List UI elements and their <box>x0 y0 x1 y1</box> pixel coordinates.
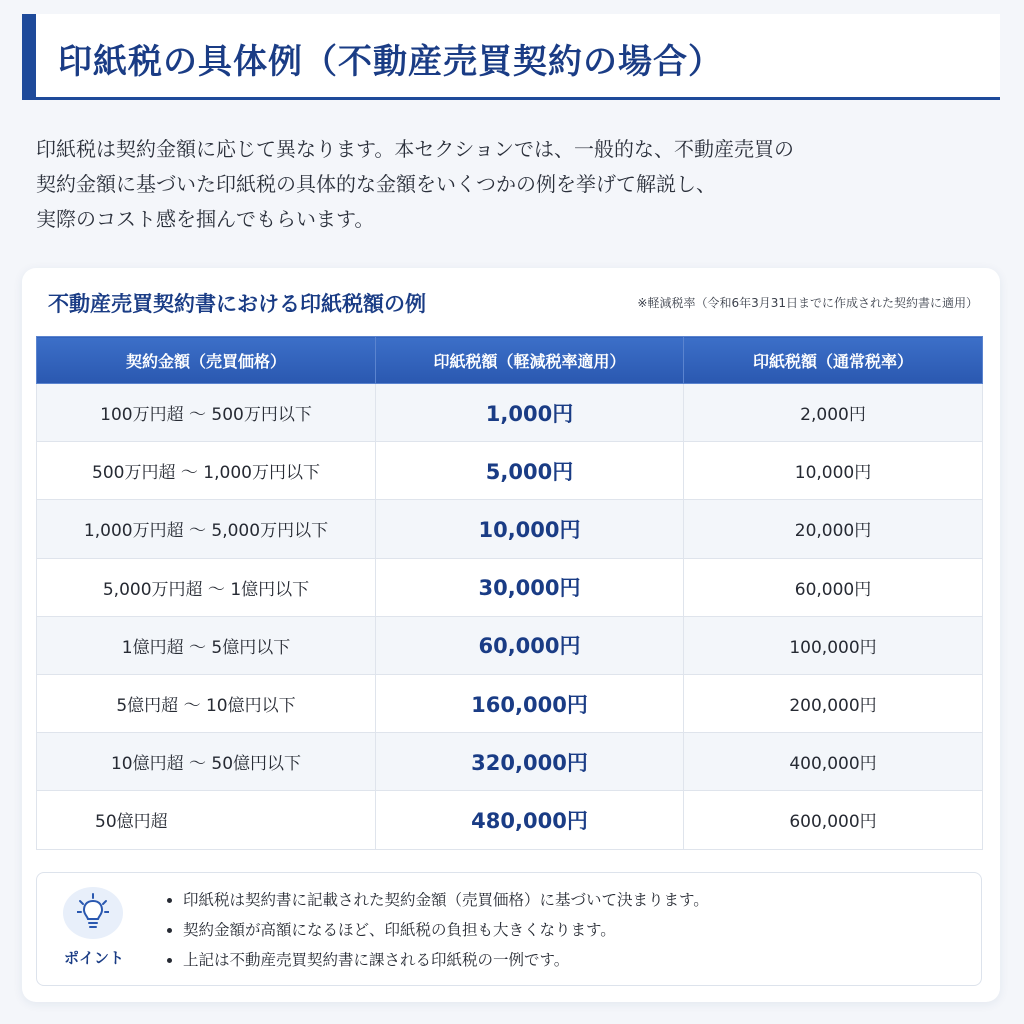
normal-tax-cell: 400,000円 <box>684 733 983 791</box>
contract-amount-cell: 5,000万円超 ～ 1億円以下 <box>37 558 376 616</box>
list-item: 上記は不動産売買契約書に課される印紙税の一例です。 <box>165 945 709 975</box>
point-label: ポイント <box>63 949 124 967</box>
contract-amount-cell: 1,000万円超 ～ 5,000万円以下 <box>37 500 376 558</box>
lightbulb-icon <box>63 887 123 939</box>
page-header <box>22 14 1000 100</box>
normal-tax-cell: 600,000円 <box>684 791 983 849</box>
contract-amount-cell: 10億円超 ～ 50億円以下 <box>37 733 376 791</box>
table-row <box>37 558 983 616</box>
normal-tax-cell: 100,000円 <box>684 616 983 674</box>
table-title: 不動産売買契約書における印紙税額の例 <box>48 292 426 316</box>
table-row <box>37 616 983 674</box>
reduced-rate-note: ※軽減税率（令和6年3月31日までに作成された契約書に適用） <box>637 296 978 310</box>
intro-text <box>36 132 936 237</box>
contract-amount-cell: 1億円超 ～ 5億円以下 <box>37 616 376 674</box>
contract-amount-cell: 5億円超 ～ 10億円以下 <box>37 674 376 732</box>
contract-amount-cell: 100万円超 ～ 500万円以下 <box>37 384 376 442</box>
reduced-tax-cell: 320,000円 <box>376 733 684 791</box>
contract-amount-cell: 500万円超 ～ 1,000万円以下 <box>37 442 376 500</box>
reduced-tax-cell: 30,000円 <box>376 558 684 616</box>
tax-example-card <box>22 268 1000 1002</box>
normal-tax-cell: 200,000円 <box>684 674 983 732</box>
table-row <box>37 674 983 732</box>
list-item: 印紙税は契約書に記載された契約金額（売買価格）に基づいて決まります。 <box>165 885 709 915</box>
reduced-tax-cell: 160,000円 <box>376 674 684 732</box>
reduced-tax-cell: 10,000円 <box>376 500 684 558</box>
table-row <box>37 384 983 442</box>
reduced-tax-cell: 60,000円 <box>376 616 684 674</box>
table-row <box>37 733 983 791</box>
point-list <box>165 885 709 975</box>
table-row <box>37 500 983 558</box>
reduced-tax-cell: 1,000円 <box>376 384 684 442</box>
table-row <box>37 442 983 500</box>
normal-tax-cell: 2,000円 <box>684 384 983 442</box>
intro-line: 実際のコスト感を掴んでもらいます。 <box>36 207 375 231</box>
stamp-tax-table <box>36 336 983 850</box>
normal-tax-cell: 20,000円 <box>684 500 983 558</box>
column-header-normal-tax: 印紙税額（通常税率） <box>684 337 983 384</box>
list-item: 契約金額が高額になるほど、印紙税の負担も大きくなります。 <box>165 915 709 945</box>
page-title: 印紙税の具体例（不動産売買契約の場合） <box>58 42 723 82</box>
column-header-amount: 契約金額（売買価格） <box>37 337 376 384</box>
reduced-tax-cell: 5,000円 <box>376 442 684 500</box>
contract-amount-cell: 50億円超 <box>37 791 376 849</box>
normal-tax-cell: 60,000円 <box>684 558 983 616</box>
intro-line: 印紙税は契約金額に応じて異なります。本セクションでは、一般的な、不動産売買の <box>36 137 794 161</box>
normal-tax-cell: 10,000円 <box>684 442 983 500</box>
reduced-tax-cell: 480,000円 <box>376 791 684 849</box>
point-box <box>36 872 982 986</box>
table-header-row <box>37 337 983 384</box>
table-row <box>37 791 983 849</box>
header-accent-bar <box>22 14 36 100</box>
column-header-reduced-tax: 印紙税額（軽減税率適用） <box>376 337 684 384</box>
intro-line: 契約金額に基づいた印紙税の具体的な金額をいくつかの例を挙げて解説し、 <box>36 172 716 196</box>
